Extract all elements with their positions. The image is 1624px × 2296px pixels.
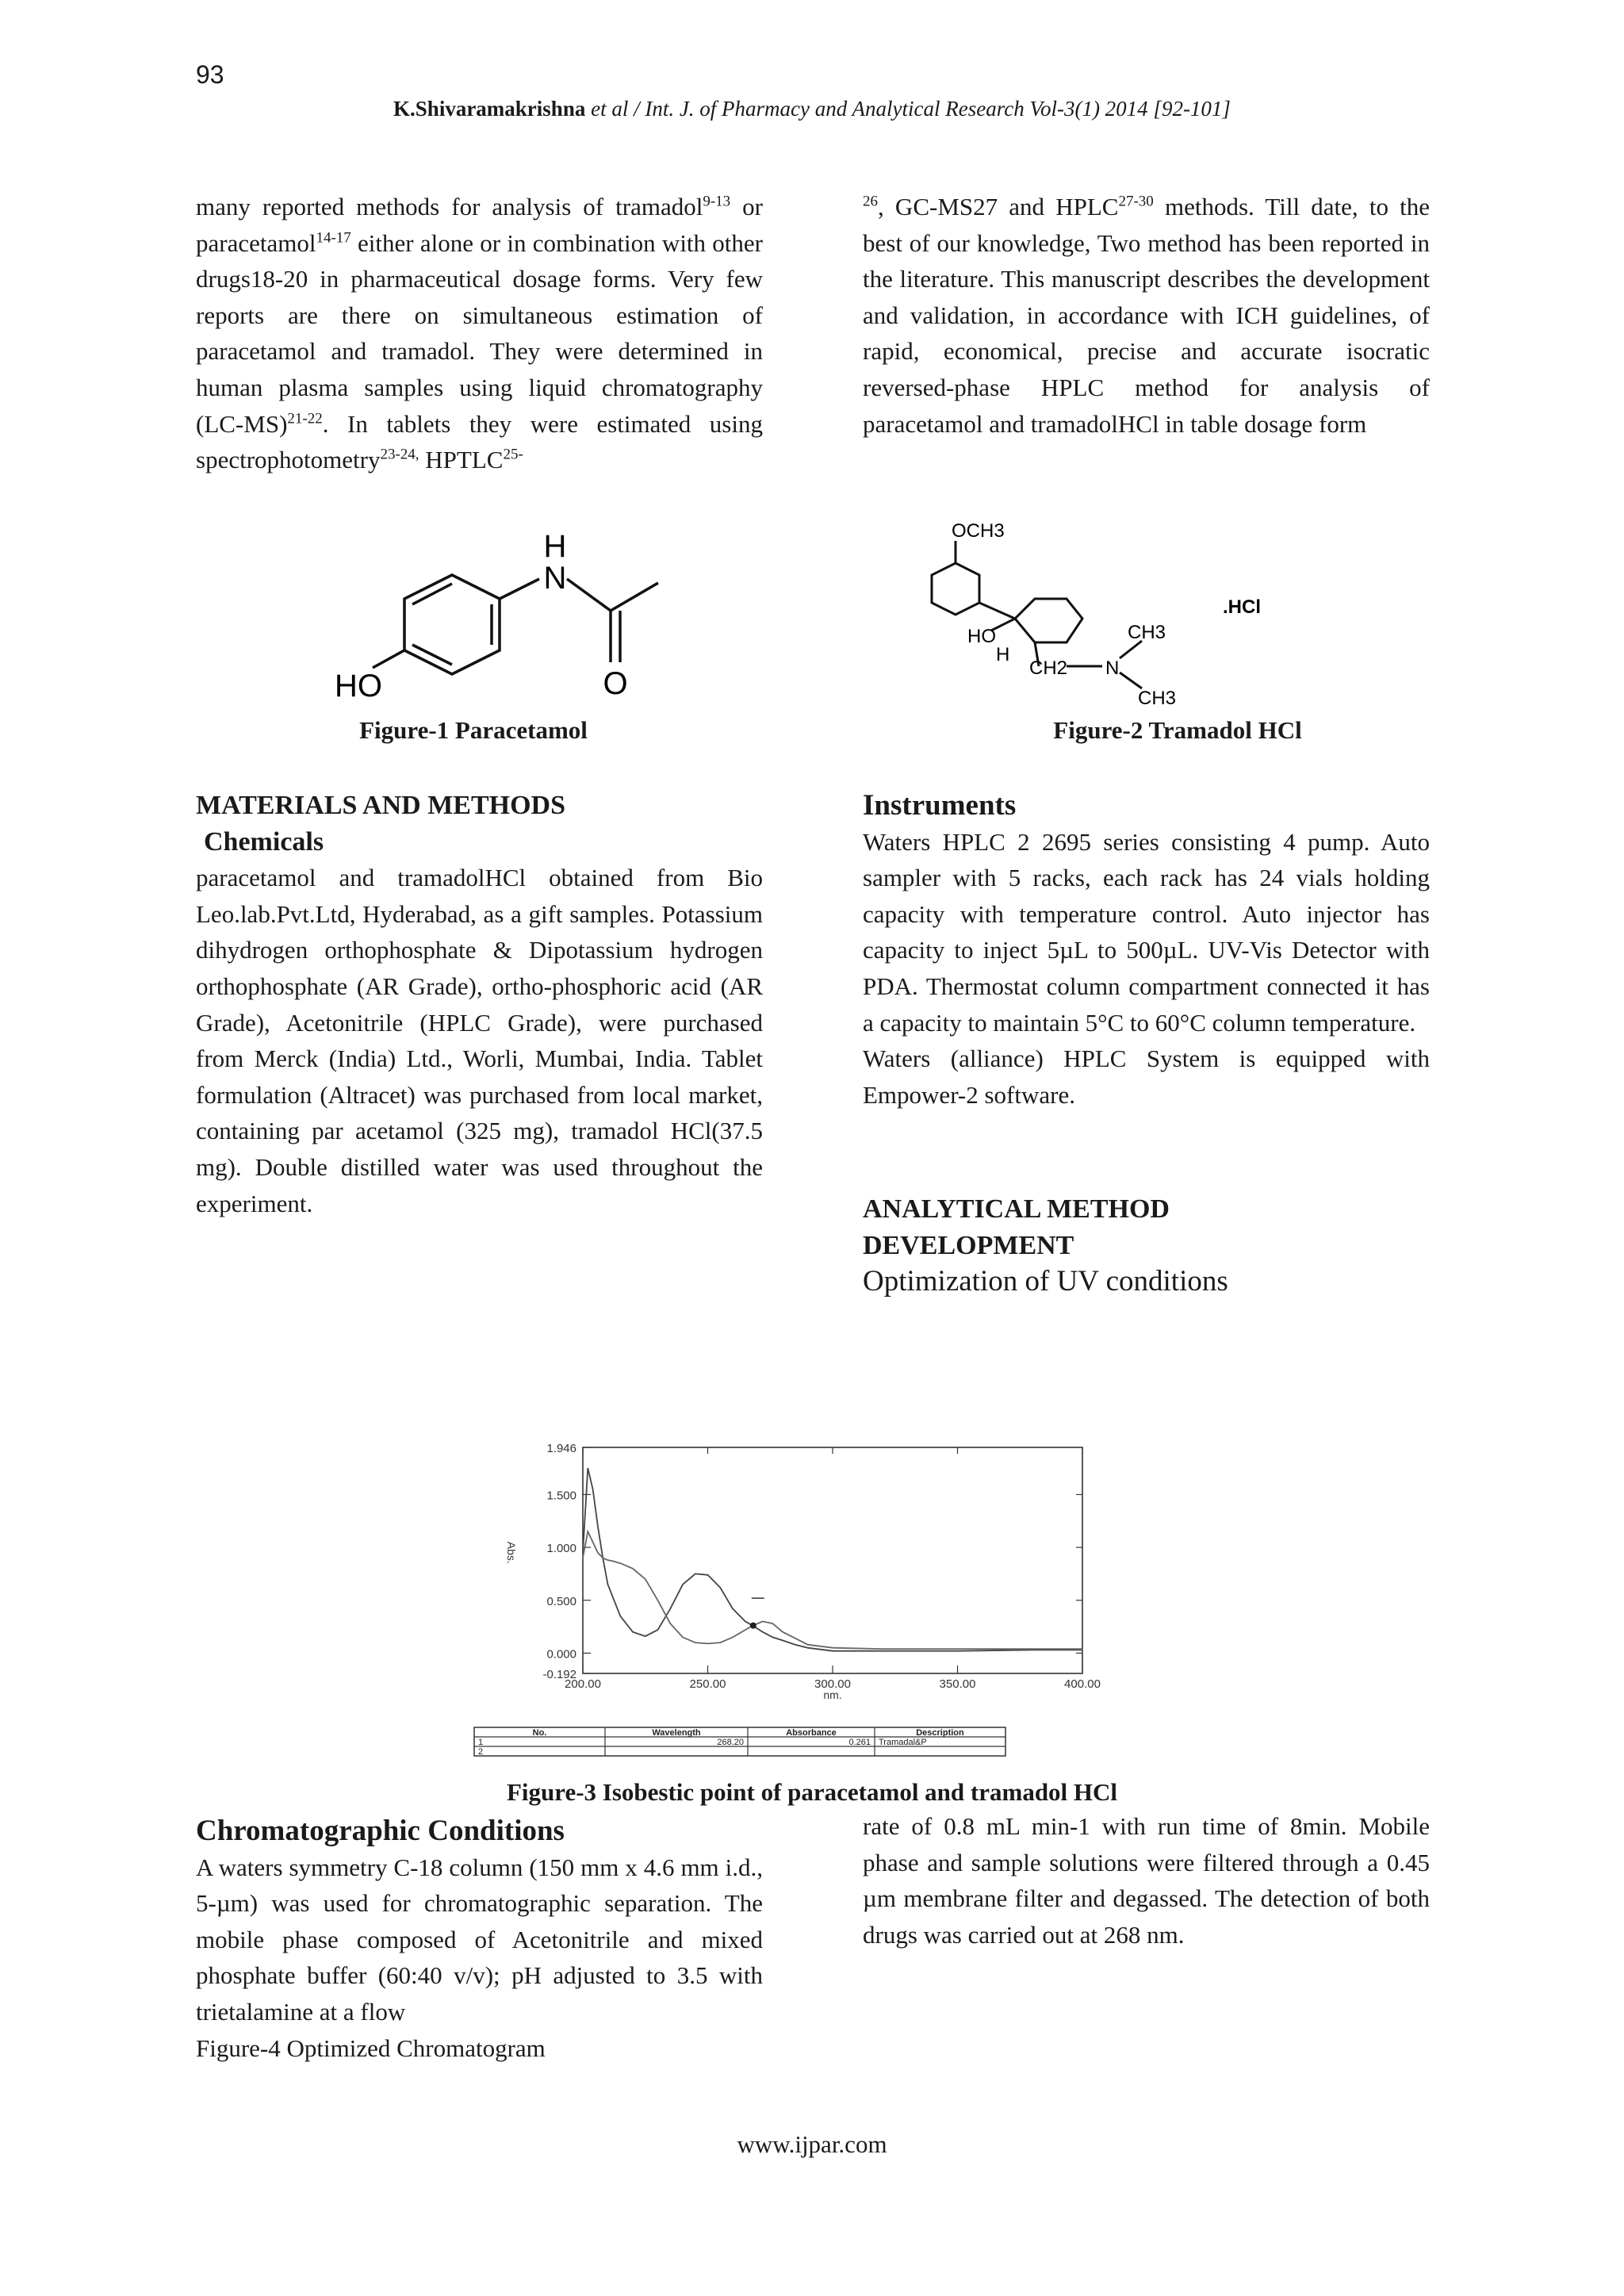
citation: 26 (863, 193, 878, 210)
table-cell: Tramadal&P (879, 1738, 927, 1747)
running-head-authors: K.Shivaramakrishna (393, 97, 586, 121)
atom-label: .HCl (1223, 596, 1261, 618)
y-tick-label: 0.500 (546, 1594, 576, 1608)
text-run: methods. Till date, to the best of our knowledge, Two method has been reported in the literature. This manuscript describes the development and validation, in accordance with ICH guidelines, of rapid, economical, precise and accurate isocratic reversed-phase HPLC method for analysis of paracetamol and tramadolHCl in table dosage form (863, 193, 1430, 438)
chromatographic-continued (863, 1808, 1430, 1953)
page-number: 93 (196, 60, 224, 89)
table-cell: 0.261 (848, 1738, 871, 1747)
materials-text: paracetamol and tramadolHCl obtained from Bio Leo.lab.Pvt.Ltd, Hyderabad, as a gift samples. Potassium dihydrogen orthophosphate & Dipotassium hydrogen orthophosphate (AR Grade), ortho-phosphoric acid (AR Grade), Acetonitrile (HPLC Grade), were purchased from Merck (India) Ltd., Worli, Mumbai, India. Tablet formulation (Altracet) was purchased from local market, containing par acetamol (325 mg), tramadol HCl(37.5 mg). Double distilled water was used throughout the experiment. (196, 864, 763, 1217)
x-axis-label: nm. (823, 1688, 842, 1701)
method-development-section (863, 1191, 1430, 1300)
paracetamol-structure (335, 529, 737, 714)
chromatographic-text: A waters symmetry C-18 column (150 mm x 4.6 mm i.d., 5-µm) was used for chromatographic separation. The mobile phase composed of Acetonitrile and mixed phosphate buffer (60:40 v/v); pH adjusted to 3.5 with trietalamine at a flow (196, 1853, 763, 2026)
text-run: HPTLC (419, 446, 504, 474)
chemicals-subheading: Chemicals (204, 826, 324, 857)
y-tick-label: -0.192 (542, 1668, 576, 1681)
materials-heading: MATERIALS AND METHODS (196, 791, 565, 820)
spectrum-line-1 (583, 1468, 1082, 1651)
x-tick-label: 250.00 (689, 1677, 726, 1691)
intro-right-paragraph (863, 189, 1430, 442)
atom-label: HO (967, 626, 996, 647)
text-run: or paracetamol (196, 193, 763, 257)
chromatographic-heading: Chromatographic Conditions (196, 1815, 565, 1847)
method-heading-line1: ANALYTICAL METHOD (863, 1194, 1170, 1224)
text-run: many reported methods for analysis of tramadol (196, 193, 703, 220)
spectrum-line-2 (583, 1531, 1082, 1649)
citation: 14-17 (316, 229, 351, 247)
instruments-text: Waters HPLC 2 2695 series consisting 4 pump. Auto sampler with 5 racks, each rack has 24 vials holding capacity with temperature control. Auto injector has capacity to inject 5µL to 500µL. UV-Vis Detector with PDA. Thermostat column compartment connected it has a capacity to maintain 5°C to 60°C column temperature. (863, 827, 1430, 1037)
atom-label: O (603, 666, 628, 701)
running-head-journal: et al / Int. J. of Pharmacy and Analytical Research Vol-3(1) 2014 [92-101] (585, 97, 1231, 121)
running-head (0, 97, 1624, 121)
uv-subheading: Optimization of UV conditions (863, 1265, 1228, 1298)
x-tick-label: 400.00 (1064, 1677, 1101, 1691)
figure1-caption: Figure-1 Paracetamol (359, 716, 588, 744)
citation: 27-30 (1118, 193, 1154, 210)
x-tick-label: 200.00 (565, 1677, 601, 1691)
atom-label: N (543, 561, 567, 596)
atom-label: CH3 (1128, 622, 1166, 643)
intro-left-paragraph (196, 189, 763, 478)
isosbestic-point-marker (750, 1623, 756, 1629)
figure4-caption: Figure-4 Optimized Chromatogram (196, 2033, 546, 2062)
citation: 23-24, (380, 446, 419, 463)
instruments-text-2: Waters (alliance) HPLC System is equipped with Empower-2 software. (863, 1045, 1430, 1109)
y-tick-label: 1.946 (546, 1442, 576, 1455)
text-run: . In tablets they were estimated using spectrophotometry (196, 409, 763, 474)
table-cell: 1 (478, 1738, 484, 1747)
instruments-heading: Instruments (863, 789, 1017, 822)
atom-label: N (1105, 657, 1120, 679)
chromatographic-section (196, 1813, 763, 2066)
method-heading-line2: DEVELOPMENT (863, 1230, 1074, 1260)
tramadol-structure (912, 516, 1293, 710)
y-axis-label: Abs. (505, 1541, 518, 1564)
plot-frame (583, 1447, 1082, 1673)
table-header-cell: No. (532, 1728, 547, 1738)
text-run: either alone or in combination with other drugs18-20 in pharmaceutical dosage forms. Very few reports are there on simultaneous estimation of paracetamol and tramadol. They were determined in human plasma samples using liquid chromatography (LC-MS) (196, 228, 763, 438)
atom-label: OCH3 (952, 520, 1005, 542)
atom-label: H (543, 529, 567, 564)
y-tick-label: 1.000 (546, 1542, 576, 1556)
x-tick-label: 350.00 (939, 1677, 976, 1691)
x-tick-label: 300.00 (814, 1677, 851, 1691)
footer-url: www.ijpar.com (737, 2130, 887, 2158)
table-cell: 268.20 (717, 1738, 744, 1747)
atom-label: H (996, 644, 1010, 665)
citation: 21-22 (287, 410, 323, 427)
atom-label: CH2 (1029, 657, 1068, 679)
table-header-cell: Description (916, 1728, 964, 1738)
text-run: , GC-MS27 and HPLC (878, 193, 1119, 220)
y-tick-label: 0.000 (546, 1647, 576, 1662)
chromatographic-text-2: rate of 0.8 mL min-1 with run time of 8min. Mobile phase and sample solutions were filtered through a 0.45 µm membrane filter and degassed. The detection of both drugs was carried out at 268 nm. (863, 1812, 1430, 1949)
figure3-caption: Figure-3 Isobestic point of paracetamol and tramadol HCl (506, 1778, 1118, 1806)
y-tick-label: 1.500 (546, 1489, 576, 1503)
benzene-ring (404, 575, 500, 674)
table-header-cell: Absorbance (786, 1728, 837, 1738)
atom-label: CH3 (1138, 688, 1177, 709)
table-header-cell: Wavelength (652, 1728, 701, 1738)
citation: 9-13 (703, 193, 731, 210)
instruments-section (863, 788, 1430, 1113)
table-cell: 2 (478, 1747, 484, 1757)
citation: 25- (503, 446, 523, 463)
figure2-caption: Figure-2 Tramadol HCl (1053, 716, 1302, 744)
atom-label: HO (335, 669, 382, 703)
materials-section (196, 788, 763, 1221)
uv-spectrum-chart (468, 1435, 1126, 1769)
